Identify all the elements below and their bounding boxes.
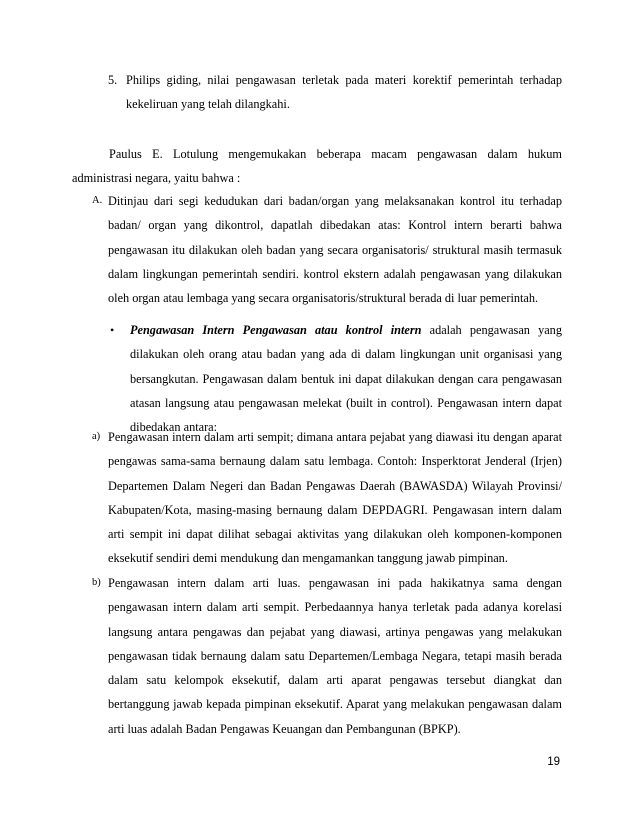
page-number: 19 bbox=[547, 756, 560, 768]
point-a-lower-marker: a) bbox=[92, 431, 101, 442]
item-5-text: Philips giding, nilai pengawasan terletak pada materi korektif pemerintah terhadap kekeliruan yang telah dilangkahi. bbox=[126, 73, 562, 112]
item-5-number: 5. bbox=[108, 73, 118, 87]
point-a-text: Ditinjau dari segi kedudukan dari badan/organ yang melaksanakan kontrol itu terhadap badan/ organ yang dikontrol, dapatlah dibedakan atas: Kontrol intern berarti bahwa pengawasan itu dilakukan oleh badan yang secara organisatoris/ struktural masih termasuk dalam lingkungan pemerintah sendiri. kontrol ekstern adalah pengawasan yang dilakukan oleh organ atau lembaga yang secara organisatoris/struktural berada di luar pemerintah. bbox=[108, 194, 562, 306]
bullet-text: adalah pengawasan yang dilakukan oleh orang atau badan yang ada di dalam lingkungan unit organisasi yang bersangkutan. Pengawasan dalam bentuk ini dapat dilakukan dengan cara pengawasan atasan langsung atau pengawasan melekat (built in control). Pengawasan intern dapat dibedakan antara: bbox=[130, 323, 562, 435]
bullet-emphasis: Pengawasan Intern Pengawasan atau kontrol intern bbox=[130, 323, 422, 337]
bullet-paragraph bbox=[130, 318, 562, 439]
point-a-marker: A. bbox=[92, 195, 103, 206]
bullet-icon: • bbox=[110, 323, 115, 337]
point-a-lower-text: Pengawasan intern dalam arti sempit; dimana antara pejabat yang diawasi itu dengan aparat pengawas sama-sama bernaung dalam satu lembaga. Contoh: Insperktorat Jenderal (Irjen) Departemen Dalam Negeri dan Badan Pengawas Daerah (BAWASDA) Wilayah Provinsi/ Kabupaten/Kota, masing-masing bernaung dalam DEPDAGRI. Pengawasan intern dalam arti sempit ini dapat dilihat sebagai aktivitas yang dilakukan oleh komponen-komponen eksekutif sendiri demi mendukung dan mengamankan tanggung jawab pimpinan. bbox=[108, 430, 562, 566]
point-b-marker: b) bbox=[92, 577, 101, 588]
point-b-text: Pengawasan intern dalam arti luas. pengawasan ini pada hakikatnya sama dengan pengawasan intern dalam arti sempit. Perbedaannya hanya terletak pada adanya korelasi langsung antara pengawas dan pejabat yang diawasi, artinya pengawas yang melakukan pengawasan tidak bernaung dalam satu Departemen/Lembaga Negara, tetapi masih berada dalam satu kelompok eksekutif, dalam arti aparat pengawas tersebut diangkat dan bertanggung jawab kepada pimpinan eksekutif. Aparat yang melakukan pengawasan dalam arti luas adalah Badan Pengawas Keuangan dan Pembangunan (BPKP). bbox=[108, 576, 562, 736]
intro-paragraph: Paulus E. Lotulung mengemukakan beberapa macam pengawasan dalam hukum administrasi negara, yaitu bahwa : bbox=[72, 147, 562, 186]
